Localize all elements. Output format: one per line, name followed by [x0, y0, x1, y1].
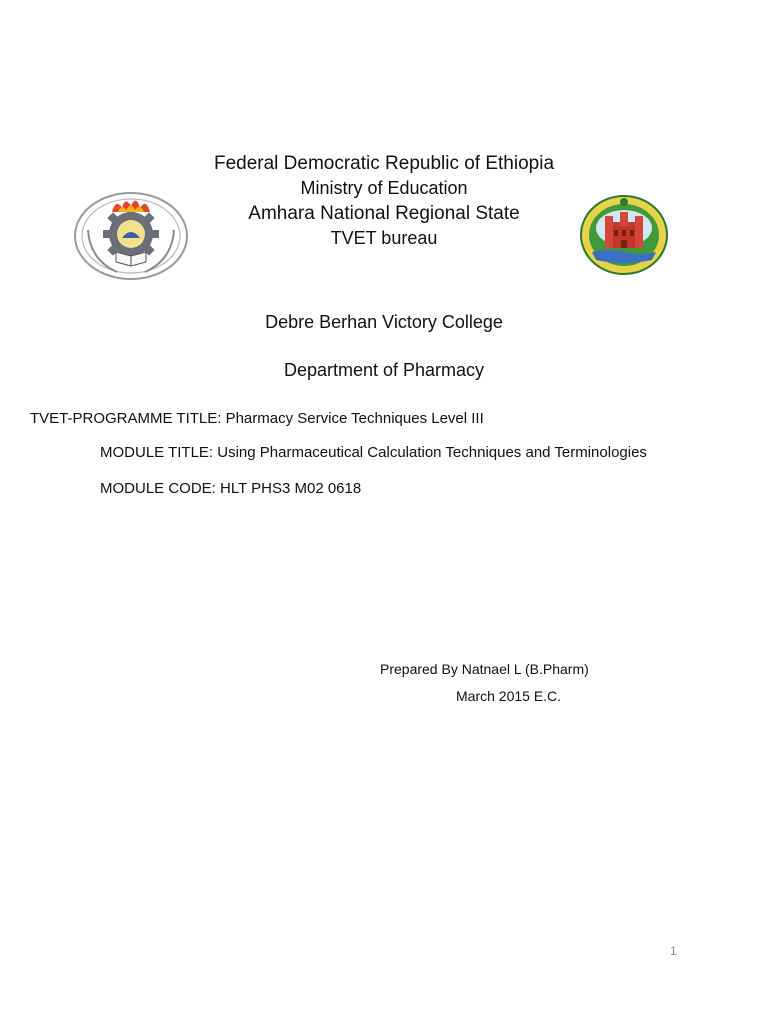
document-date: March 2015 E.C.	[456, 688, 562, 704]
module-code: MODULE CODE: HLT PHS3 M02 0618	[100, 480, 362, 497]
country-heading: Federal Democratic Republic of Ethiopia	[213, 153, 555, 174]
college-name: Debre Berhan Victory College	[265, 312, 503, 332]
page-number: 1	[670, 944, 677, 958]
region-heading: Amhara National Regional State	[248, 203, 520, 224]
module-title: MODULE TITLE: Using Pharmaceutical Calculation Techniques and Terminologies	[100, 444, 647, 461]
programme-title: TVET-PROGRAMME TITLE: Pharmacy Service Techniques Level III	[30, 410, 484, 427]
bureau-heading: TVET bureau	[330, 228, 438, 248]
department-name: Department of Pharmacy	[283, 360, 485, 380]
ministry-heading: Ministry of Education	[300, 178, 468, 198]
prepared-by: Prepared By Natnael L (B.Pharm)	[380, 661, 589, 677]
